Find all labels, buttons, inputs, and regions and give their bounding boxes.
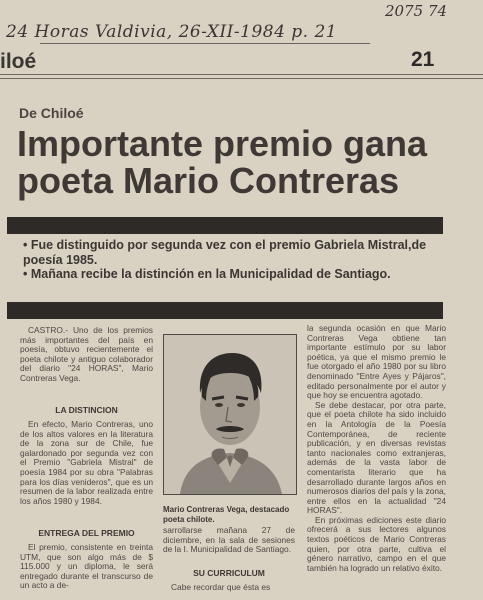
body-continuation [163, 526, 295, 555]
summary-bullets [23, 238, 443, 282]
subheading-entrega: ENTREGA DEL PREMIO [38, 528, 135, 538]
body-intro [20, 326, 153, 384]
body-curriculum [163, 583, 295, 593]
article-kicker: De Chiloé [19, 105, 84, 121]
section-name: iloé [0, 50, 37, 73]
article-headline: Importante premio gana poeta Mario Contreras [17, 123, 428, 201]
summary-bullet: • Fue distinguido por segunda vez con el premio Gabriela Mistral,de poesía 1985. [23, 238, 427, 267]
paragraph: En efecto, Mario Contreras, uno de los altos valores en la literatura de la zona sur de Chile, fue galardonado por segunda vez con el Premio "Gabriela Mistral" de poesía 1984 por su obra "Palabras para los días venideros", que es un resumen de la labor realizada entre los años 1980 y 1984. [20, 419, 153, 506]
paragraph: El premio, consistente en treinta UTM, que son algo más de $ 115.000 y un diploma, le será entregado durante el transcurso de un acto a de- [20, 542, 153, 591]
summary-bullet: • Mañana recibe la distinción en la Municipalidad de Santiago. [23, 267, 391, 281]
decorative-bar-bottom [7, 302, 443, 319]
handwritten-underline [40, 43, 370, 44]
body-distincion [20, 420, 153, 506]
decorative-bar-top [7, 217, 443, 234]
body-right-column [307, 324, 446, 573]
portrait-illustration [164, 335, 296, 494]
photo-caption: Mario Contreras Vega, destacado poeta chilote. [163, 505, 290, 524]
body-entrega [20, 543, 153, 591]
subheading-distincion: LA DISTINCION [55, 405, 118, 415]
subheading-curriculum: SU CURRICULUM [193, 568, 265, 578]
paragraph: sarrollarse mañana 27 de diciembre, en la sala de sesiones de la I. Municipalidad de Santiago. [163, 525, 295, 555]
paragraph: Se debe destacar, por otra parte, que el poeta chilote ha sido incluido en la Antología de la Poesía Contemporánea, de reciente publicación, y en diversas revistas tanto nacionales como extranjeras, además de la vasta labor de comentarista literario que ha desarrollado durante largos años en numerosos diarios del país y la zona, entre ellos en la actualidad "24 HORAS". [307, 399, 446, 516]
portrait-photo [163, 334, 297, 495]
handwritten-source-note: 24 Horas Valdivia, 26-XII-1984 p. 21 [6, 22, 338, 42]
handwritten-archive-number: 2075 74 [385, 2, 448, 20]
header-rule [0, 74, 483, 75]
paragraph: la segunda ocasión en que Mario Contreras Vega obtiene tan importante estímulo por su labor poética, ya que el mismo premio le fue otorgado el año 1980 por su libro denominado "Entre Ayes y Pájaros", editado personalmente por el autor y que hoy se encuentra agotado. [307, 323, 446, 401]
paragraph: CASTRO.- Uno de los premios más importantes del país en poesía, obtuvo recientemente el poeta chilote y antiguo colaborador del diario "24 HORAS", Mario Contreras Vega. [20, 325, 153, 383]
header-rule-secondary [0, 78, 483, 79]
page-number: 21 [411, 48, 435, 71]
paragraph: En próximas ediciones este diario ofrecerá a sus lectores algunos textos poéticos de Mario Contreras quien, por otra parte, cultiva el género narrativo, campo en el que también ha logrado un relativo éxito. [307, 514, 446, 573]
paragraph: Cabe recordar que ésta es [171, 582, 271, 592]
